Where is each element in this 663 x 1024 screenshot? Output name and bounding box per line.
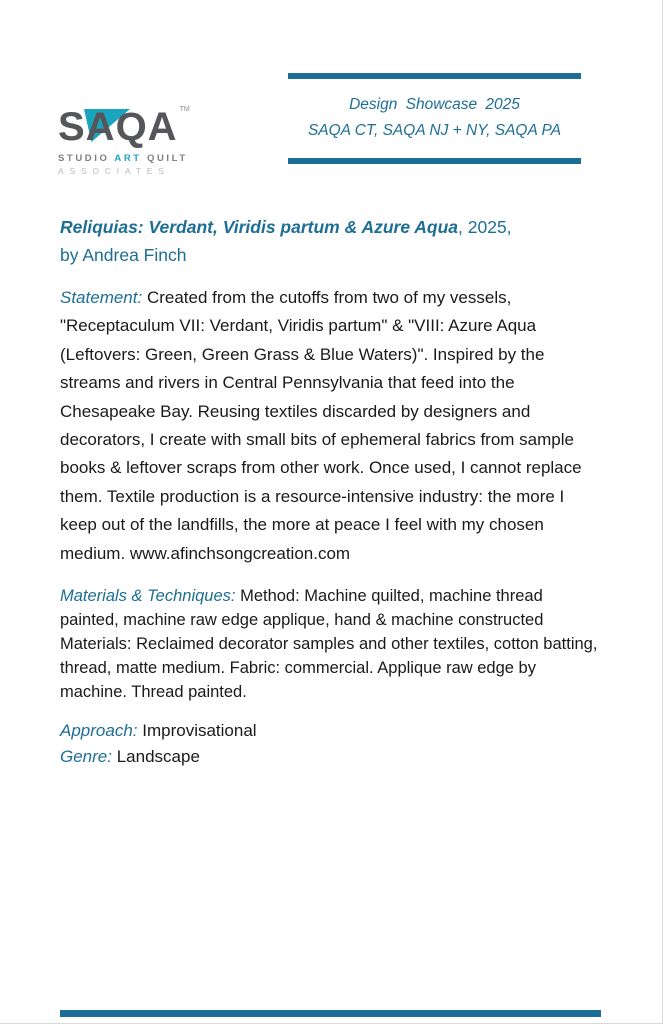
logo-word-quilt: QUILT: [146, 153, 188, 164]
main-content: [60, 213, 601, 770]
statement-paragraph: [60, 284, 601, 568]
saqa-logo-text: SAQA: [58, 105, 178, 149]
saqa-logo-associates: ASSOCIATES: [58, 166, 170, 176]
header-text: [288, 79, 581, 158]
logo-word-studio: STUDIO: [58, 153, 110, 164]
artwork-title-block: [60, 213, 601, 269]
saqa-logo: [58, 106, 228, 176]
logo-word-art: ART: [114, 153, 142, 164]
materials-paragraph: [60, 584, 601, 704]
saqa-logo-subtitle: [58, 153, 228, 164]
saqa-logo-mark: [58, 106, 228, 150]
header-rule-bottom: [288, 158, 581, 164]
artwork-byline: by Andrea Finch: [60, 245, 187, 265]
approach-line: [60, 718, 601, 744]
materials-text: Method: Machine quilted, machine thread painted, machine raw edge applique, hand & machine constructed Materials: Reclaimed decorator samples and other textiles, cotton batting, thread, matte medium. Fabric: commercial. Applique raw edge by machine. Thread painted.: [60, 587, 598, 702]
footer-rule: [60, 1010, 601, 1017]
approach-value: Improvisational: [142, 721, 257, 741]
artwork-year: , 2025,: [458, 217, 512, 237]
genre-label: Genre:: [60, 747, 112, 767]
genre-line: [60, 744, 601, 770]
statement-text: Created from the cutoffs from two of my vessels, "Receptaculum VII: Verdant, Viridis partum" & "VIII: Azure Aqua (Leftovers: Green, Green Grass & Blue Waters)". Inspired by the streams and rivers in Central Pennsylvania that feed into the Chesapeake Bay. Reusing textiles discarded by designers and decorators, I create with small bits of ephemeral fabrics from sample books & leftover scraps from other work. Once used, I cannot replace them. Textile production is a resource-intensive industry: the more I keep out of the landfills, the more at peace I feel with my chosen medium. www.afinchsongcreation.com: [60, 288, 582, 563]
approach-label: Approach:: [60, 721, 138, 741]
materials-label: Materials & Techniques:: [60, 587, 236, 606]
header-block: [288, 73, 581, 164]
genre-value: Landscape: [116, 747, 200, 767]
saqa-trademark-symbol: TM: [179, 106, 190, 113]
artwork-title: Reliquias: Verdant, Viridis partum & Azure Aqua: [60, 217, 459, 237]
statement-label: Statement:: [60, 288, 143, 307]
header-showcase-line: Design Showcase 2025: [349, 96, 520, 113]
header-regions-line: SAQA CT, SAQA NJ + NY, SAQA PA: [307, 122, 562, 139]
